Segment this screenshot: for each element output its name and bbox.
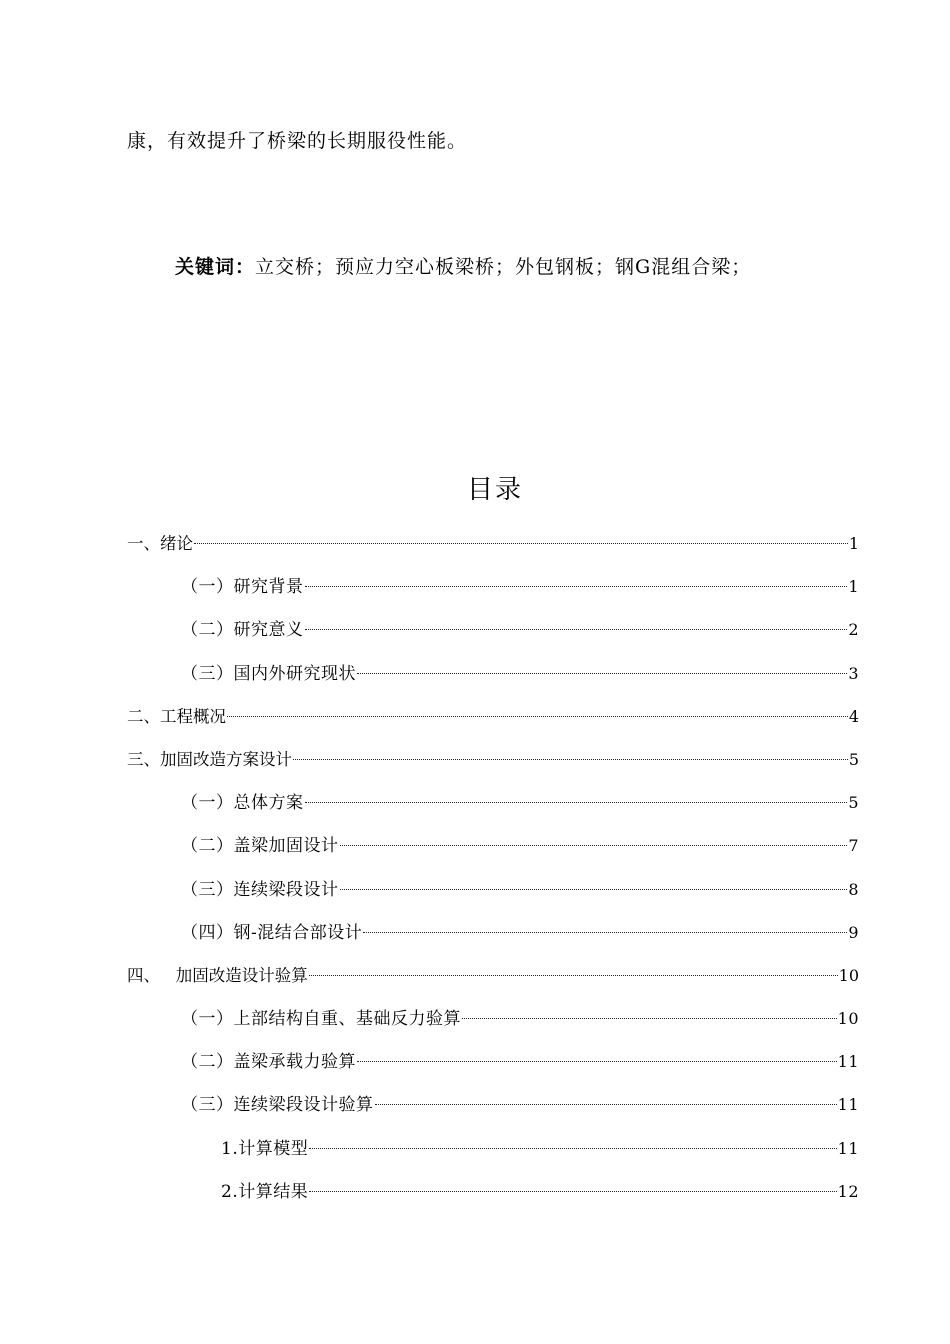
toc-dot-leader xyxy=(340,845,848,846)
toc-dot-leader xyxy=(309,1191,836,1192)
toc-entry-page: 1 xyxy=(848,577,859,597)
toc-entry-page: 5 xyxy=(848,793,859,813)
toc-entry-label: （二）研究意义 xyxy=(181,620,304,641)
toc-entry[interactable] xyxy=(127,615,859,658)
toc-entry-label: 四、 加固改造设计验算 xyxy=(127,965,308,985)
toc-entry[interactable] xyxy=(127,572,859,615)
toc-entry-label: 二、工程概况 xyxy=(127,706,226,726)
toc-entry[interactable] xyxy=(127,529,859,572)
toc-entry-label: （三）连续梁段设计 xyxy=(181,879,339,900)
toc-entry[interactable] xyxy=(127,702,859,745)
toc-dot-leader xyxy=(309,975,838,976)
keywords-label: 关键词： xyxy=(175,256,256,278)
toc-title: 目录 xyxy=(466,475,523,505)
toc-entry-page: 12 xyxy=(837,1181,859,1201)
toc-dot-leader xyxy=(305,629,848,630)
toc-entry[interactable] xyxy=(127,1004,859,1047)
toc-entry-label: （三）国内外研究现状 xyxy=(181,663,356,684)
toc-entry[interactable] xyxy=(127,961,859,1004)
toc-entry-label: （一）研究背景 xyxy=(181,577,304,598)
toc-entry-page: 4 xyxy=(848,706,859,726)
toc-dot-leader xyxy=(227,716,848,717)
toc-entry-label: （四）钢-混结合部设计 xyxy=(181,922,363,943)
toc-entry-label: 2.计算结果 xyxy=(221,1181,309,1202)
toc-dot-leader xyxy=(309,1148,836,1149)
toc-entry-page: 11 xyxy=(837,1138,859,1158)
toc-entry-label: 三、加固改造方案设计 xyxy=(127,749,292,769)
toc-entry-label: 一、绪论 xyxy=(127,534,193,553)
toc-entry[interactable] xyxy=(127,1177,859,1220)
body-paragraph-end: 康，有效提升了桥梁的长期服役性能。 xyxy=(127,130,468,152)
toc-entry-page: 5 xyxy=(848,749,859,769)
keywords-line xyxy=(175,252,751,282)
toc-entry[interactable] xyxy=(127,875,859,918)
toc-dot-leader xyxy=(305,586,848,587)
toc-dot-leader xyxy=(357,1061,837,1062)
toc-entry-page: 10 xyxy=(838,965,859,985)
toc-entry[interactable] xyxy=(127,788,859,831)
toc-dot-leader xyxy=(363,932,847,933)
toc-entry-label: （一）上部结构自重、基础反力验算 xyxy=(181,1009,461,1030)
toc-dot-leader xyxy=(357,673,847,674)
toc-entry-page: 11 xyxy=(837,1095,859,1115)
toc-entry-page: 9 xyxy=(848,922,859,942)
toc-dot-leader xyxy=(340,889,848,890)
toc-entry-page: 10 xyxy=(837,1009,859,1029)
toc-dot-leader xyxy=(194,543,848,544)
toc-dot-leader xyxy=(462,1018,837,1019)
toc-entry-label: （二）盖梁加固设计 xyxy=(181,836,339,857)
toc-entry-page: 7 xyxy=(848,836,859,856)
toc-entry[interactable] xyxy=(127,1047,859,1090)
toc-entry[interactable] xyxy=(127,745,859,788)
toc-entry-page: 1 xyxy=(848,534,859,553)
toc-entry[interactable] xyxy=(127,918,859,961)
toc-entry-label: （二）盖梁承载力验算 xyxy=(181,1052,356,1073)
toc-dot-leader xyxy=(293,759,848,760)
keywords-value: 立交桥；预应力空心板梁桥；外包钢板；钢G混组合梁； xyxy=(255,256,752,278)
toc-entry[interactable] xyxy=(127,831,859,874)
toc-entry[interactable] xyxy=(127,1090,859,1133)
toc-entry-label: （一）总体方案 xyxy=(181,793,304,814)
toc-entry-page: 8 xyxy=(848,879,859,899)
toc-entry[interactable] xyxy=(127,659,859,702)
toc-entry-page: 2 xyxy=(848,620,859,640)
toc-entry-page: 3 xyxy=(848,663,859,683)
toc-dot-leader xyxy=(375,1104,837,1105)
toc-entry-page: 11 xyxy=(837,1052,859,1072)
table-of-contents xyxy=(127,529,859,1220)
toc-entry-label: （三）连续梁段设计验算 xyxy=(181,1095,374,1116)
toc-entry[interactable] xyxy=(127,1134,859,1177)
toc-dot-leader xyxy=(305,802,848,803)
toc-entry-label: 1.计算模型 xyxy=(221,1138,309,1159)
